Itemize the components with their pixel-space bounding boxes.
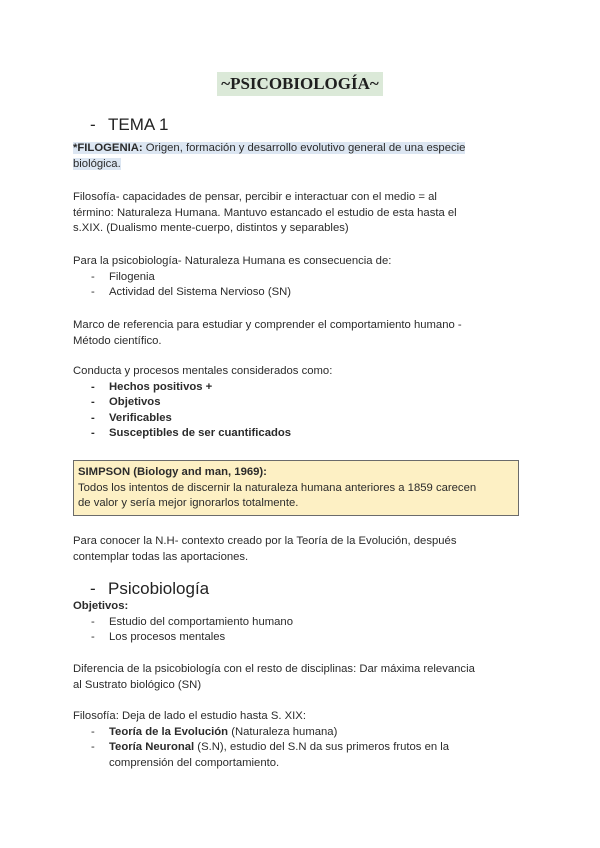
paragraph-line: Filosofía- capacidades de pensar, percibir e interactuar con el medio = al [73,191,437,203]
psicobiologia-label: Psicobiología [108,579,210,598]
paragraph-line: Método científico. [73,334,162,347]
teoria-evolucion: Teoría de la Evolución [109,725,229,738]
teorias-list [73,725,533,772]
conducta-list [73,380,533,442]
list-item: - Verificables [73,411,533,427]
heading-dash: - [90,115,96,134]
list-item [73,725,533,741]
simpson-line: de valor y sería mejor ignorarlos totalmente. [78,497,299,509]
heading-dash: - [90,579,96,598]
filogenia-def-line2: biológica. [73,157,121,170]
nh-paragraph [73,534,533,565]
simpson-quote-box [73,460,519,516]
simpson-header: SIMPSON (Biology and man, 1969): [78,466,267,478]
filogenia-def-line1: Origen, formación y desarrollo evolutivo general de una especie [142,142,466,154]
list-item: - Actividad del Sistema Nervioso (SN) [73,285,533,301]
filogenia-term: *FILOGENIA: [73,142,143,154]
filogenia-definition [73,141,533,172]
paragraph-line: Para conocer la N.H- contexto creado por la Teoría de la Evolución, después [73,535,457,547]
diferencia-paragraph [73,662,533,693]
tema1-label: TEMA 1 [108,115,169,134]
list-item: - Los procesos mentales [73,630,533,646]
simpson-line: Todos los intentos de discernir la naturaleza humana anteriores a 1859 carecen [78,481,477,494]
objetivos-label: Objetivos: [73,600,129,612]
teoria-evolucion-detail: (Naturaleza humana) [228,725,338,738]
psicobiologia-consecuencia [73,254,533,301]
teoria-neuronal-detail: (S.N), estudio del S.N da sus primeros frutos en la [194,741,450,753]
paragraph-line: Marco de referencia para estudiar y comprender el comportamiento humano - [73,319,462,331]
filosofia-teorias [73,709,533,771]
paragraph-line: contemplar todas las aportaciones. [73,550,249,563]
paragraph-line: al Sustrato biológico (SN) [73,678,202,691]
paragraph-line: Para la psicobiología- Naturaleza Humana es consecuencia de: [73,255,392,267]
conducta-section [73,364,533,442]
tema1-heading [90,114,168,136]
teoria-neuronal: Teoría Neuronal [109,741,195,753]
document-title: ~PSICOBIOLOGÍA~ [217,72,383,96]
list-item: - Filogenia [73,270,533,286]
filosofia-paragraph [73,190,533,237]
title-container [0,72,600,96]
list-item: - Susceptibles de ser cuantificados [73,426,533,442]
psicobiologia-heading [90,578,209,600]
paragraph-line: término: Naturaleza Humana. Mantuvo estancado el estudio de esta hasta el [73,206,457,219]
objetivos-section [73,599,533,646]
teoria-neuronal-continuation: comprensión del comportamiento. [109,756,280,769]
paragraph-line: s.XIX. (Dualismo mente-cuerpo, distintos y separables) [73,222,349,234]
list-item: - Hechos positivos + [73,380,533,396]
list-item [73,740,533,771]
paragraph-line: Diferencia de la psicobiología con el resto de disciplinas: Dar máxima relevancia [73,663,475,675]
list-item: - Objetivos [73,395,533,411]
paragraph-line: Conducta y procesos mentales considerados como: [73,365,333,377]
list-item: - Estudio del comportamiento humano [73,615,533,631]
marco-paragraph [73,318,533,349]
objetivos-list [73,615,533,646]
consecuencia-list [73,270,533,301]
paragraph-line: Filosofía: Deja de lado el estudio hasta S. XIX: [73,710,306,722]
